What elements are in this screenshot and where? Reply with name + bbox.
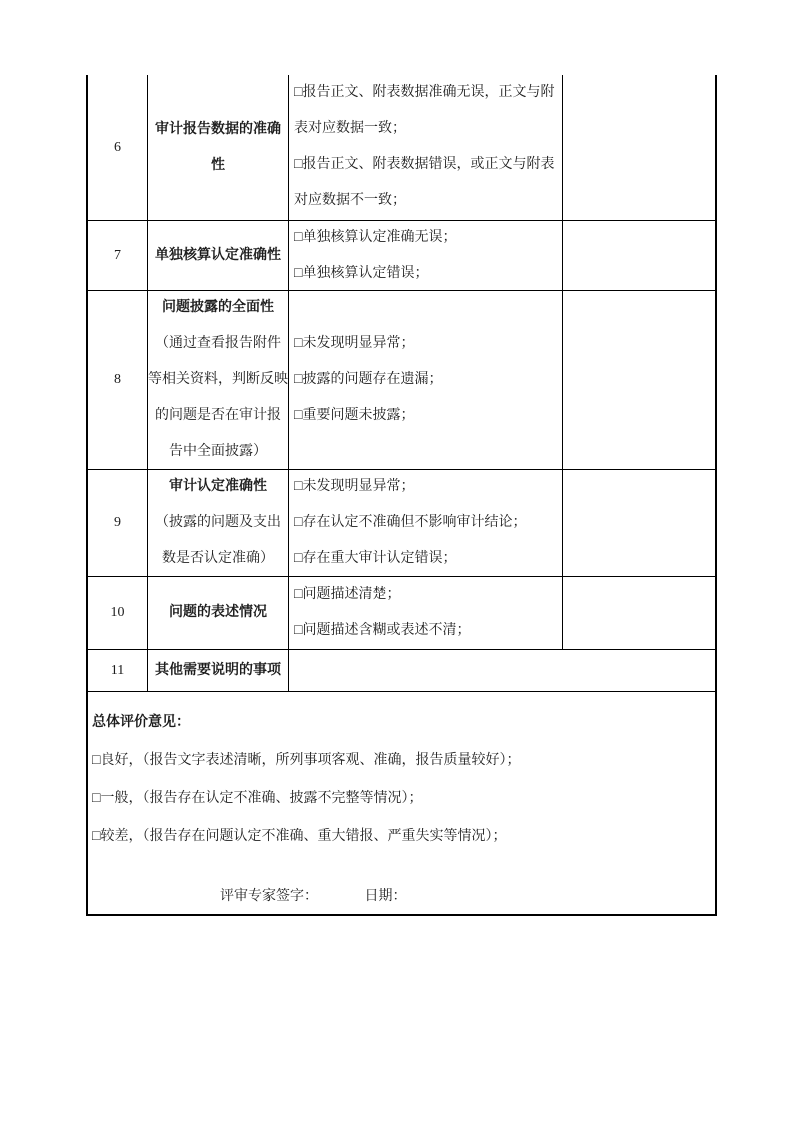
row-number: 6 [114,139,121,155]
item-title-line: 审计认定准确性 [169,479,267,494]
item-note-line: 数是否认定准确） [162,551,274,566]
overall-option-average: □一般，（报告存在认定不准确、披露不完整等情况）； [92,791,423,806]
item-title-cell [148,470,289,576]
table-row-11 [88,649,715,691]
criteria-option: □报告正文、附表数据错误，或正文与附表 [294,157,555,172]
item-note-line: 的问题是否在审计报 [155,408,281,423]
item-title-cell [148,75,289,220]
item-note-line: 告中全面披露） [169,444,267,459]
score-cell-empty [563,221,715,290]
row-number-cell [88,470,148,576]
row-number-cell [88,221,148,290]
overall-option-good: □良好，（报告文字表述清晰，所列事项客观、准确，报告质量较好）； [92,753,521,768]
table-row-7 [88,220,715,290]
row-number-cell [88,650,148,691]
item-title-line: 单独核算认定准确性 [155,247,281,263]
evaluation-table [86,75,717,916]
table-row-10 [88,576,715,649]
score-cell-empty [563,75,715,220]
expert-signature-label: 评审专家签字： [220,889,318,904]
item-title-cell [148,221,289,290]
other-notes-cell-empty [289,650,715,691]
score-cell-empty [563,470,715,576]
item-title-line: 其他需要说明的事项 [155,662,281,678]
row-number: 7 [114,247,121,263]
overall-evaluation-section [88,691,715,914]
criteria-option-wrap: 表对应数据一致； [294,121,406,136]
score-cell-empty [563,577,715,649]
row-number-cell [88,291,148,469]
table-row-6 [88,75,715,220]
row-number: 8 [114,372,121,387]
criteria-option: □披露的问题存在遗漏； [294,372,443,387]
row-number-cell [88,577,148,649]
item-note-line: （通过查看报告附件 [155,336,281,351]
overall-evaluation-heading: 总体评价意见： [92,715,190,730]
item-title-cell [148,577,289,649]
date-label: 日期： [364,889,407,904]
criteria-cell [289,221,563,290]
table-row-9 [88,469,715,576]
item-title-cell [148,650,289,691]
criteria-option: □未发现明显异常； [294,479,415,494]
item-title-line: 审计报告数据的准确 [155,121,281,137]
signature-line [92,886,711,908]
criteria-option: □问题描述清楚； [294,587,401,602]
score-cell-empty [563,291,715,469]
criteria-option: □存在认定不准确但不影响审计结论； [294,515,527,530]
criteria-option: □问题描述含糊或表述不清； [294,623,471,638]
criteria-option: □存在重大审计认定错误； [294,551,457,566]
row-number: 11 [110,662,125,678]
item-title-line: 性 [211,157,225,173]
criteria-option-wrap: 对应数据不一致； [294,193,406,208]
row-number-cell [88,75,148,220]
criteria-cell [289,470,563,576]
criteria-cell [289,291,563,469]
item-note-line: （披露的问题及支出 [155,515,281,530]
item-title-cell [148,291,289,469]
overall-option-poor: □较差，（报告存在问题认定不准确、重大错报、严重失实等情况）； [92,829,507,844]
row-number: 9 [114,515,121,530]
row-number: 10 [110,605,125,620]
criteria-option: □报告正文、附表数据准确无误，正文与附 [294,85,555,100]
criteria-option: □未发现明显异常； [294,336,415,351]
criteria-option: □重要问题未披露； [294,408,415,423]
item-title-line: 问题披露的全面性 [162,300,274,315]
criteria-cell [289,577,563,649]
criteria-option: □单独核算认定准确无误； [294,229,457,245]
criteria-cell [289,75,563,220]
item-note-line: 等相关资料，判断反映 [148,372,288,387]
item-title-line: 问题的表述情况 [169,605,267,620]
table-row-8 [88,290,715,469]
criteria-option: □单独核算认定错误； [294,265,429,281]
